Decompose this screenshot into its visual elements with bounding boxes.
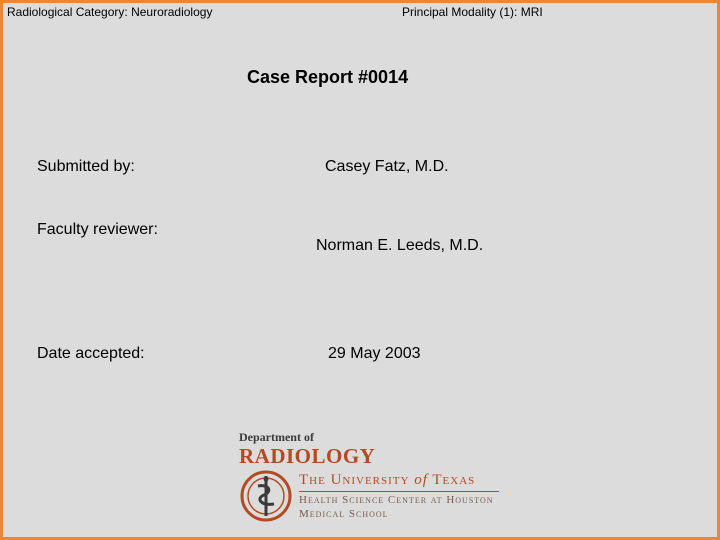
university-of: of [414, 472, 428, 488]
radiological-category: Radiological Category: Neuroradiology [7, 5, 213, 19]
department-logo [236, 430, 506, 526]
radiology-text: RADIOLOGY [239, 444, 376, 468]
medical-school-text: Medical School [299, 508, 389, 520]
date-accepted-value: 29 May 2003 [328, 345, 421, 362]
health-science-center-text: Health Science Center at Houston [299, 494, 494, 506]
ut-seal-icon [240, 470, 292, 522]
logo-divider [299, 491, 499, 492]
university-prefix: The University [299, 472, 410, 488]
university-suffix: Texas [432, 472, 476, 488]
submitted-by-value: Casey Fatz, M.D. [325, 158, 449, 175]
date-accepted-label: Date accepted: [37, 345, 145, 362]
faculty-reviewer-label: Faculty reviewer: [37, 221, 158, 238]
principal-modality: Principal Modality (1): MRI [402, 5, 543, 19]
university-name [299, 472, 475, 489]
faculty-reviewer-value: Norman E. Leeds, M.D. [316, 237, 484, 254]
submitted-by-label: Submitted by: [37, 158, 135, 175]
department-of-text: Department of [239, 430, 314, 444]
case-report-title: Case Report #0014 [247, 67, 409, 87]
